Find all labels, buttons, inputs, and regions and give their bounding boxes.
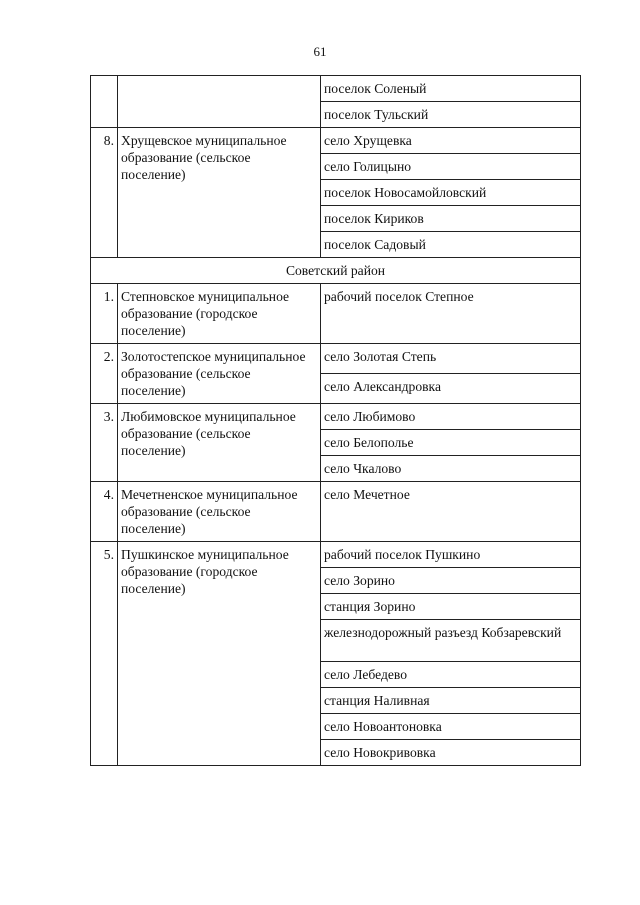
settlement-cell: рабочий поселок Степное	[321, 284, 581, 344]
row-number: 3.	[91, 404, 118, 482]
settlement-cell: поселок Садовый	[321, 232, 581, 258]
table-row	[91, 128, 581, 154]
settlement-cell: станция Наливная	[321, 688, 581, 714]
settlement-cell: село Любимово	[321, 404, 581, 430]
municipality-name: Пушкинское муниципальное образование (городское поселение)	[118, 542, 321, 766]
settlement-cell: село Золотая Степь	[321, 344, 581, 374]
row-number: 1.	[91, 284, 118, 344]
row-number: 4.	[91, 482, 118, 542]
settlement-cell: железнодорожный разъезд Кобзаревский	[321, 620, 581, 662]
settlement-cell: село Лебедево	[321, 662, 581, 688]
settlement-cell: село Новокривовка	[321, 740, 581, 766]
table-row	[91, 76, 581, 102]
settlement-cell: село Новоантоновка	[321, 714, 581, 740]
settlement-cell: поселок Новосамойловский	[321, 180, 581, 206]
municipal-table	[90, 75, 581, 766]
page-number: 61	[313, 44, 327, 59]
settlement-cell: село Мечетное	[321, 482, 581, 542]
settlement-cell: село Хрущевка	[321, 128, 581, 154]
settlement-cell: село Александровка	[321, 374, 581, 404]
row-number: 2.	[91, 344, 118, 404]
settlement-cell: село Чкалово	[321, 456, 581, 482]
table-row	[91, 344, 581, 374]
settlement-cell: поселок Соленый	[321, 76, 581, 102]
row-number: 8.	[91, 128, 118, 258]
municipality-name: Хрущевское муниципальное образование (сельское поселение)	[118, 128, 321, 258]
settlement-cell: поселок Тульский	[321, 102, 581, 128]
municipality-name	[118, 76, 321, 128]
settlement-cell: село Белополье	[321, 430, 581, 456]
table-row	[91, 542, 581, 568]
row-number: 5.	[91, 542, 118, 766]
district-heading: Советский район	[91, 258, 581, 284]
settlement-cell: село Зорино	[321, 568, 581, 594]
district-row	[91, 258, 581, 284]
settlement-cell: рабочий поселок Пушкино	[321, 542, 581, 568]
municipality-name: Мечетненское муниципальное образование (сельское поселение)	[118, 482, 321, 542]
table-row	[91, 404, 581, 430]
settlement-cell: поселок Кириков	[321, 206, 581, 232]
municipality-name: Золотостепское муниципальное образование (сельское поселение)	[118, 344, 321, 404]
settlement-cell: село Голицыно	[321, 154, 581, 180]
settlement-cell: станция Зорино	[321, 594, 581, 620]
table-row	[91, 284, 581, 344]
row-number	[91, 76, 118, 128]
municipality-name: Любимовское муниципальное образование (сельское поселение)	[118, 404, 321, 482]
table-row	[91, 482, 581, 542]
municipality-name: Степновское муниципальное образование (городское поселение)	[118, 284, 321, 344]
